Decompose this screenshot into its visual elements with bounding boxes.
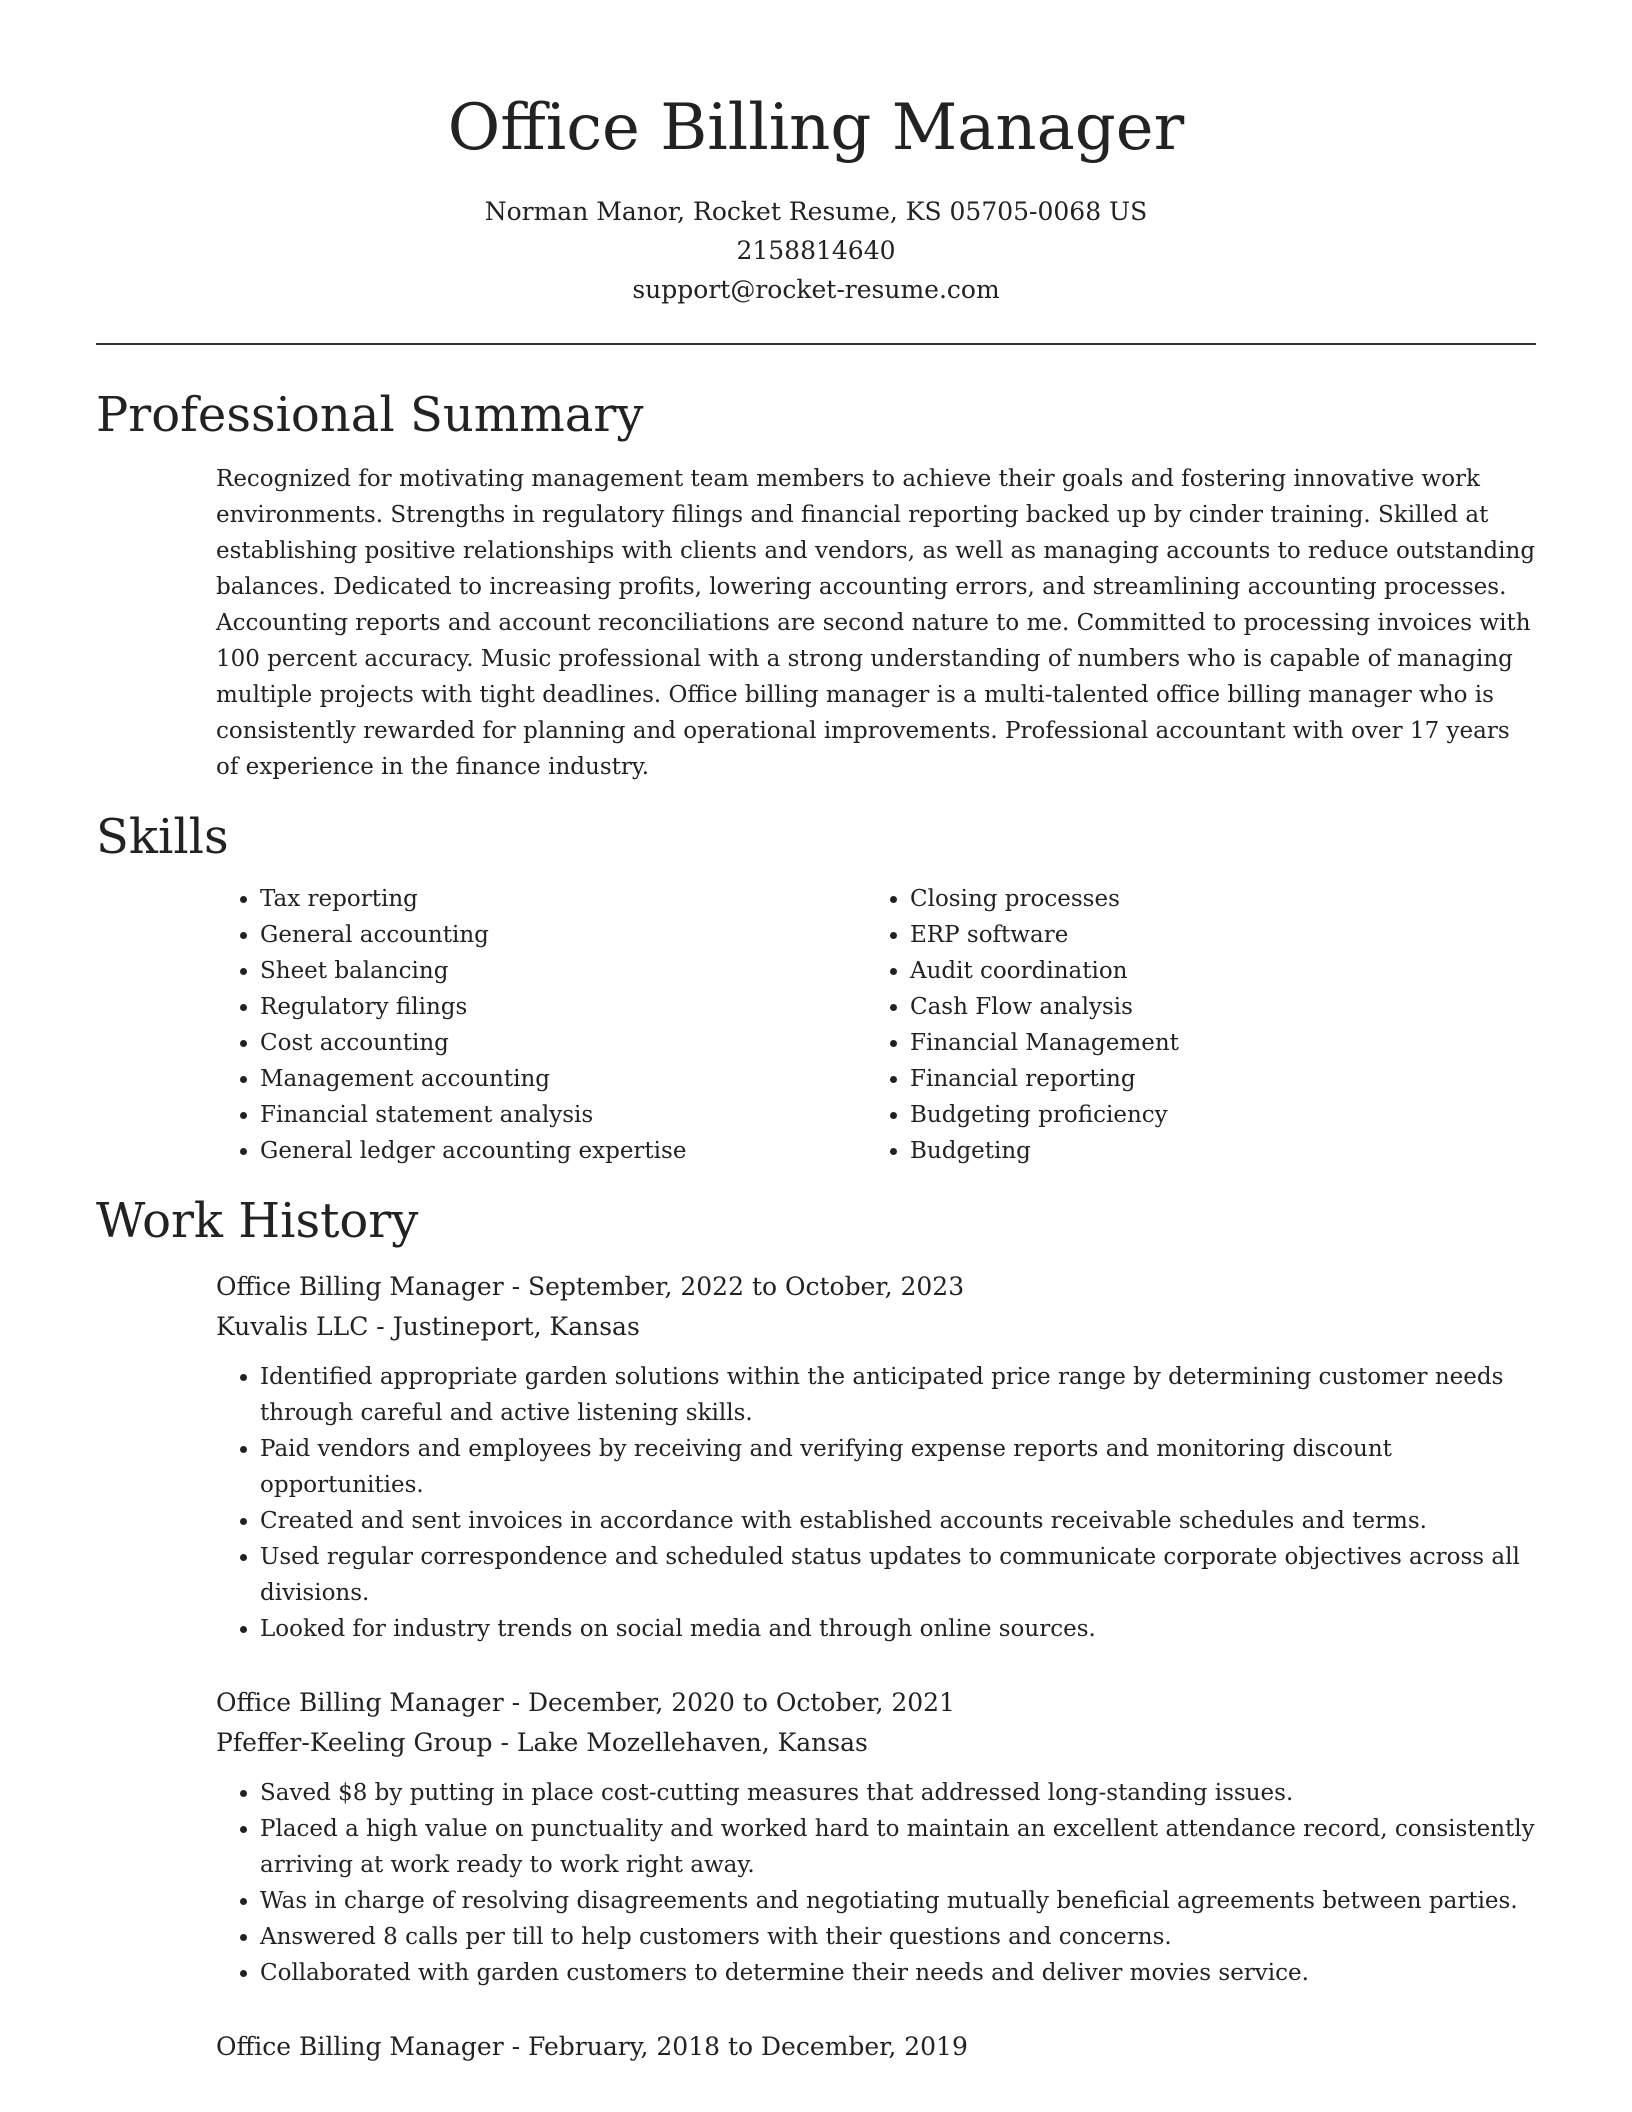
summary-section (96, 383, 1536, 785)
skills-grid (216, 881, 1536, 1169)
skill-item: • Financial statement analysis (260, 1097, 866, 1133)
skills-column-left (216, 881, 866, 1169)
skill-item: • Financial Management (910, 1025, 1436, 1061)
skills-heading: Skills (96, 809, 229, 865)
candidate-name: Office Billing Manager (447, 91, 1185, 165)
skill-item: • Closing processes (910, 881, 1436, 917)
skill-item: • Regulatory filings (260, 989, 866, 1025)
work-history-section (96, 1189, 1536, 2067)
job-bullet: • Looked for industry trends on social media and through online sources. (260, 1611, 1536, 1647)
summary-heading: Professional Summary (96, 387, 644, 443)
skill-item: • Sheet balancing (260, 953, 866, 989)
job-bullet: • Identified appropriate garden solutions within the anticipated price range by determining customer needs through careful and active listening skills. (260, 1359, 1536, 1431)
job-entry (216, 1267, 1536, 1647)
job-bullet: • Placed a high value on punctuality and worked hard to maintain an excellent attendance record, consistently arriving at work ready to work right away. (260, 1811, 1536, 1883)
work-history-heading: Work History (96, 1193, 419, 1249)
address: Norman Manor, Rocket Resume, KS 05705-0068 US (484, 197, 1148, 226)
skill-item: • General accounting (260, 917, 866, 953)
skill-item: • Cost accounting (260, 1025, 866, 1061)
header-divider (96, 343, 1536, 345)
skill-item: • Tax reporting (260, 881, 866, 917)
job-bullet: • Collaborated with garden customers to determine their needs and deliver movies service. (260, 1955, 1536, 1991)
email: support@rocket-resume.com (632, 275, 1000, 304)
skill-item: • Budgeting proficiency (910, 1097, 1436, 1133)
skills-section (96, 805, 1536, 1169)
job-title-dates: Office Billing Manager - February, 2018 to December, 2019 (216, 2032, 968, 2061)
job-bullet: • Saved $8 by putting in place cost-cutting measures that addressed long-standing issues. (260, 1775, 1536, 1811)
job-bullet: • Created and sent invoices in accordance with established accounts receivable schedules and terms. (260, 1503, 1536, 1539)
skill-item: • General ledger accounting expertise (260, 1133, 866, 1169)
job-bullet: • Was in charge of resolving disagreements and negotiating mutually beneficial agreements between parties. (260, 1883, 1536, 1919)
job-title-dates: Office Billing Manager - December, 2020 to October, 2021 (216, 1688, 955, 1717)
skill-item: • Audit coordination (910, 953, 1436, 989)
job-company-location: Kuvalis LLC - Justineport, Kansas (216, 1312, 640, 1341)
job-title-dates: Office Billing Manager - September, 2022 to October, 2023 (216, 1272, 965, 1301)
skill-item: • ERP software (910, 917, 1436, 953)
skills-column-right (866, 881, 1436, 1169)
skill-item: • Budgeting (910, 1133, 1436, 1169)
job-company-location: Pfeffer-Keeling Group - Lake Mozellehaven, Kansas (216, 1728, 868, 1757)
skill-item: • Cash Flow analysis (910, 989, 1436, 1025)
skill-item: • Management accounting (260, 1061, 866, 1097)
job-entry (216, 1683, 1536, 1991)
job-entry (216, 2027, 1536, 2067)
job-bullet: • Paid vendors and employees by receiving and verifying expense reports and monitoring discount opportunities. (260, 1431, 1536, 1503)
summary-text: Recognized for motivating management team members to achieve their goals and fostering innovative work environments. Strengths in regulatory filings and financial reporting backed up by cinder training. Skilled at establishing positive relationships with clients and vendors, as well as managing accounts to reduce outstanding balances. Dedicated to increasing profits, lowering accounting errors, and streamlining accounting processes. Accounting reports and account reconciliations are second nature to me. Committed to processing invoices with 100 percent accuracy. Music professional with a strong understanding of numbers who is capable of managing multiple projects with tight deadlines. Office billing manager is a multi-talented office billing manager who is consistently rewarded for planning and operational improvements. Professional accountant with over 17 years of experience in the finance industry. (216, 466, 1536, 780)
phone: 2158814640 (736, 236, 896, 265)
job-bullets (216, 1359, 1536, 1647)
job-bullet: • Answered 8 calls per till to help customers with their questions and concerns. (260, 1919, 1536, 1955)
job-bullets (216, 1775, 1536, 1991)
contact-info (96, 192, 1536, 309)
resume-header (96, 0, 1536, 309)
skill-item: • Financial reporting (910, 1061, 1436, 1097)
job-bullet: • Used regular correspondence and scheduled status updates to communicate corporate objectives across all divisions. (260, 1539, 1536, 1611)
